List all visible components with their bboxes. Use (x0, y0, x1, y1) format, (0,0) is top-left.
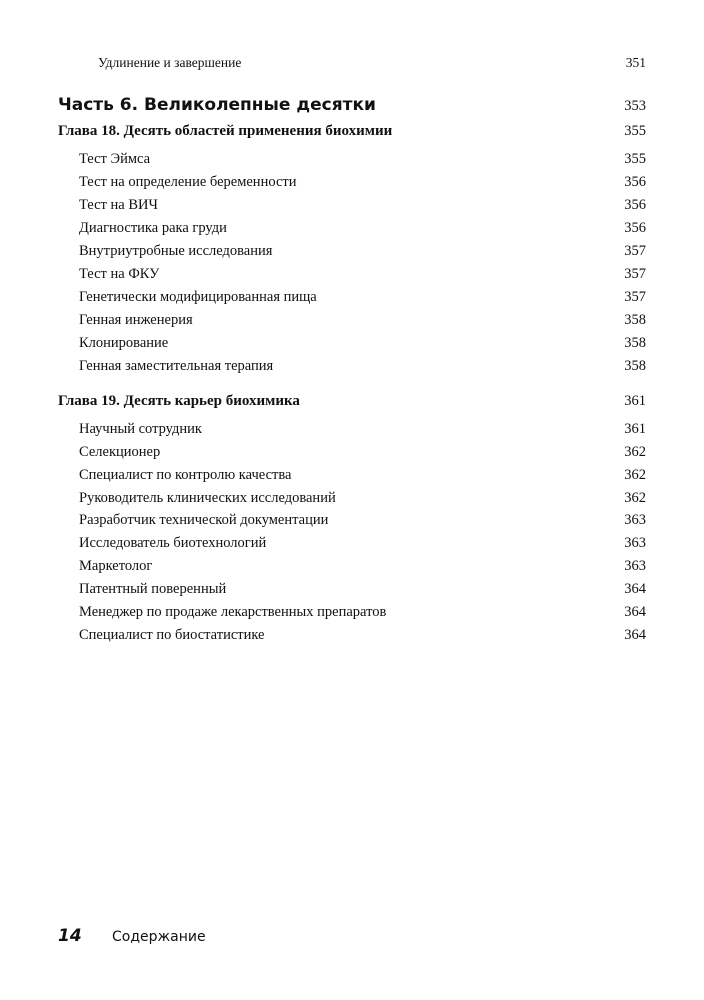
toc-subentry (58, 55, 646, 71)
toc-entry-page: 361 (624, 421, 646, 437)
toc-entry-page: 363 (624, 558, 646, 574)
toc-entry (58, 603, 646, 621)
toc-entry (58, 242, 646, 260)
toc-chapter-heading (58, 122, 646, 141)
page-footer (58, 926, 206, 946)
toc-entry-title: Менеджер по продаже лекарственных препаратов (79, 604, 387, 620)
toc-entry-title: Патентный поверенный (79, 581, 227, 597)
toc-entry-page: 357 (624, 243, 646, 259)
toc-entry (58, 196, 646, 214)
toc-entry-title: Научный сотрудник (79, 421, 202, 437)
toc-entry-title: Тест на ВИЧ (79, 197, 158, 213)
toc-entry-page: 358 (624, 312, 646, 328)
toc-entry-title: Удлинение и завершение (98, 55, 242, 70)
toc-entry-page: 362 (624, 444, 646, 460)
toc-entry (58, 311, 646, 329)
toc-entry-page: 357 (624, 289, 646, 305)
toc-entry-title: Исследователь биотехнологий (79, 535, 267, 551)
toc-entry (58, 557, 646, 575)
chapter-title: Глава 19. Десять карьер биохимика (58, 393, 300, 409)
chapter-page: 355 (624, 123, 646, 139)
toc-entry (58, 443, 646, 461)
toc-chapter-heading (58, 392, 646, 411)
footer-section-label: Содержание (112, 929, 206, 945)
toc-entry-page: 355 (624, 151, 646, 167)
toc-entry-title: Специалист по биостатистике (79, 627, 265, 643)
toc-entry-title: Маркетолог (79, 558, 153, 574)
toc-entry-page: 357 (624, 266, 646, 282)
toc-entry-title: Тест Эймса (79, 151, 151, 167)
toc-entry-page: 356 (624, 197, 646, 213)
chapter-page: 361 (624, 393, 646, 409)
toc-entry-title: Специалист по контролю качества (79, 467, 292, 483)
toc-entry-page: 364 (624, 581, 646, 597)
toc-entry (58, 173, 646, 191)
toc-entry-title: Тест на определение беременности (79, 174, 297, 190)
toc-entry (58, 534, 646, 552)
toc-entry-page: 358 (624, 335, 646, 351)
toc-entry (58, 219, 646, 237)
toc-entry (58, 489, 646, 507)
toc-entry (58, 357, 646, 375)
footer-page-number: 14 (58, 926, 82, 946)
toc-part-heading (58, 94, 646, 117)
toc-entry-page: 364 (624, 627, 646, 643)
toc-entry (58, 511, 646, 529)
toc-entry-page: 358 (624, 358, 646, 374)
toc-entry-title: Клонирование (79, 335, 169, 351)
part-title: Часть 6. Великолепные десятки (58, 95, 376, 115)
toc-entry-title: Внутриутробные исследования (79, 243, 273, 259)
toc-entry-title: Генная заместительная терапия (79, 358, 274, 374)
toc-entry-page: 363 (624, 512, 646, 528)
toc-entry-title: Селекционер (79, 444, 161, 460)
part-page: 353 (624, 98, 646, 114)
toc-entry-page: 364 (624, 604, 646, 620)
toc-entry-title: Тест на ФКУ (79, 266, 160, 282)
toc-entry-page: 362 (624, 467, 646, 483)
toc-entry-page: 356 (624, 220, 646, 236)
toc-entry (58, 466, 646, 484)
toc-entry (58, 288, 646, 306)
toc-entry (58, 580, 646, 598)
toc-entry-page: 363 (624, 535, 646, 551)
toc-entry (58, 626, 646, 644)
toc-entry (58, 420, 646, 438)
toc-entry-title: Генная инженерия (79, 312, 193, 328)
toc-entry (58, 150, 646, 168)
toc-entry-title: Разработчик технической документации (79, 512, 329, 528)
toc-entry-page: 351 (625, 55, 646, 70)
chapter-title: Глава 18. Десять областей применения биохимии (58, 123, 393, 139)
toc-entry (58, 265, 646, 283)
toc-entry-title: Руководитель клинических исследований (79, 490, 336, 506)
toc-entry-page: 362 (624, 490, 646, 506)
toc-entry-title: Генетически модифицированная пища (79, 289, 317, 305)
toc-entry-page: 356 (624, 174, 646, 190)
toc-entry (58, 334, 646, 352)
toc-entry-title: Диагностика рака груди (79, 220, 227, 236)
